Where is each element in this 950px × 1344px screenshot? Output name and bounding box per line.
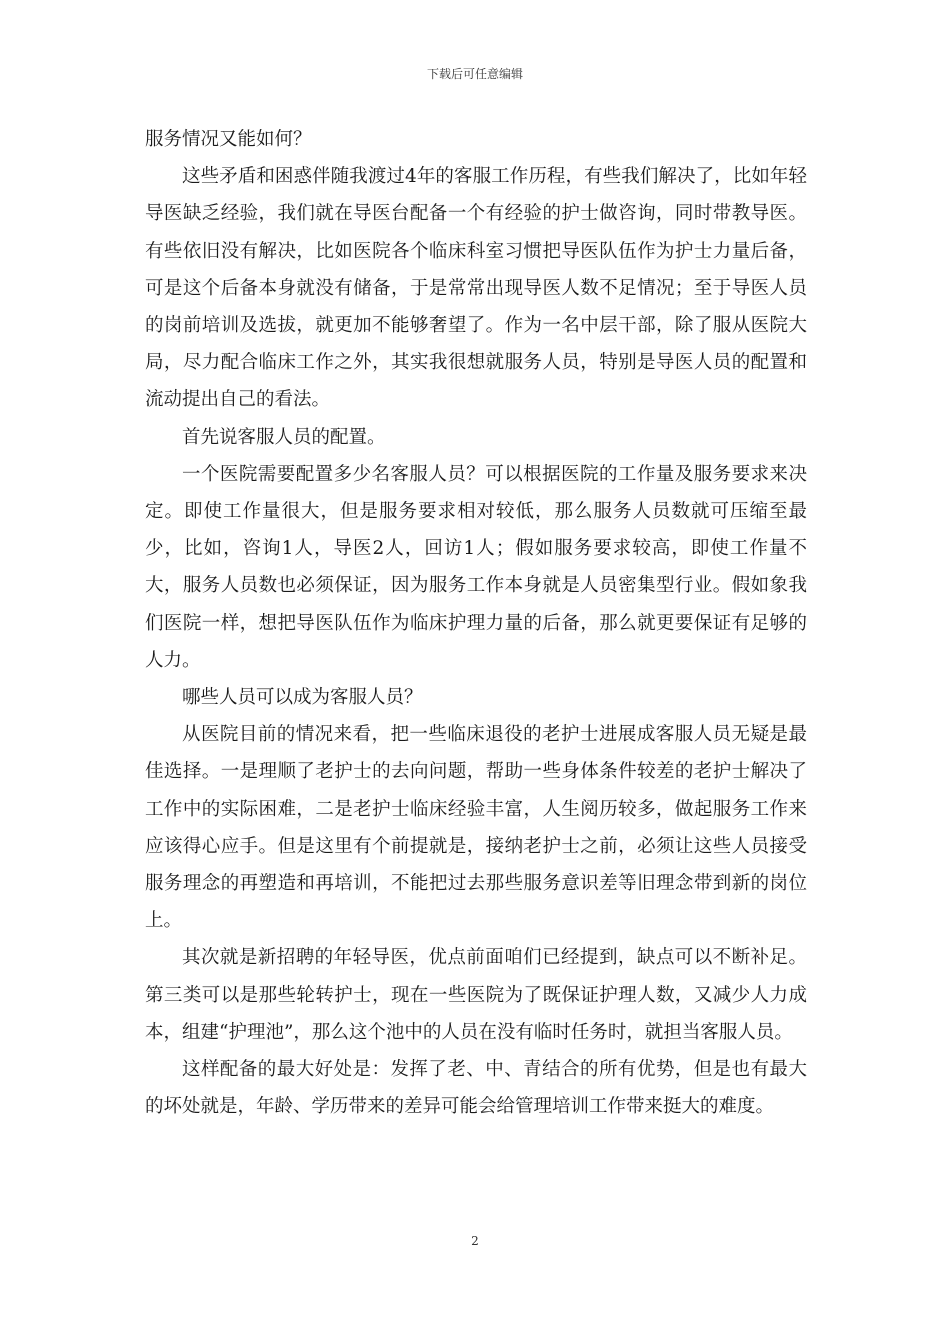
- paragraph: 服务情况又能如何？: [145, 129, 312, 150]
- paragraph: 首先说客服人员的配置。: [182, 426, 386, 448]
- paragraph: 其次就是新招聘的年轻导医，优点前面咱们已经提到，缺点可以不断补足。第三类可以是那些轮转护士，现在一些医院为了既保证护理人数，又减少人力成本，组建“护理池”，那么这个池中的人员在没有临时任务时，就担当客服人员。: [145, 947, 807, 1043]
- paragraph: 这样配备的最大好处是：发挥了老、中、青结合的所有优势，但是也有最大的坏处就是，年龄、学历带来的差异可能会给管理培训工作带来挺大的难度。: [145, 1059, 807, 1118]
- page-header: 下载后可任意编辑: [426, 67, 523, 81]
- paragraph: 从医院目前的情况来看，把一些临床退役的老护士进展成客服人员无疑是最佳选择。一是理顺了老护士的去向问题，帮助一些身体条件较差的老护士解决了工作中的实际困难，二是老护士临床经验丰富，人生阅历较多，做起服务工作来应该得心应手。但是这里有个前提就是，接纳老护士之前，必须让这些人员接受服务理念的再塑造和再培训，不能把过去那些服务意识差等旧理念带到新的岗位上。: [145, 724, 807, 932]
- paragraph: 一个医院需要配置多少名客服人员？可以根据医院的工作量及服务要求来决定。即使工作量很大，但是服务要求相对较低，那么服务人员数就可压缩至最少，比如，咨询1人，导医2人，回访1人；假如服务要求较高，即使工作量不大，服务人员数也必须保证，因为服务工作本身就是人员密集型行业。假如象我们医院一样，想把导医队伍作为临床护理力量的后备，那么就更要保证有足够的人力。: [145, 463, 807, 671]
- page-number: 2: [471, 1234, 479, 1248]
- paragraph: 这些矛盾和困惑伴随我渡过4年的客服工作历程，有些我们解决了，比如年轻导医缺乏经验，我们就在导医台配备一个有经验的护士做咨询，同时带教导医。有些依旧没有解决，比如医院各个临床科室习惯把导医队伍作为护士力量后备，可是这个后备本身就没有储备，于是常常出现导医人数不足情况；至于导医人员的岗前培训及选拔，就更加不能够奢望了。作为一名中层干部，除了服从医院大局，尽力配合临床工作之外，其实我很想就服务人员，特别是导医人员的配置和流动提出自己的看法。: [145, 166, 807, 411]
- paragraph: 哪些人员可以成为客服人员？: [182, 687, 423, 709]
- document-body: [145, 121, 807, 1125]
